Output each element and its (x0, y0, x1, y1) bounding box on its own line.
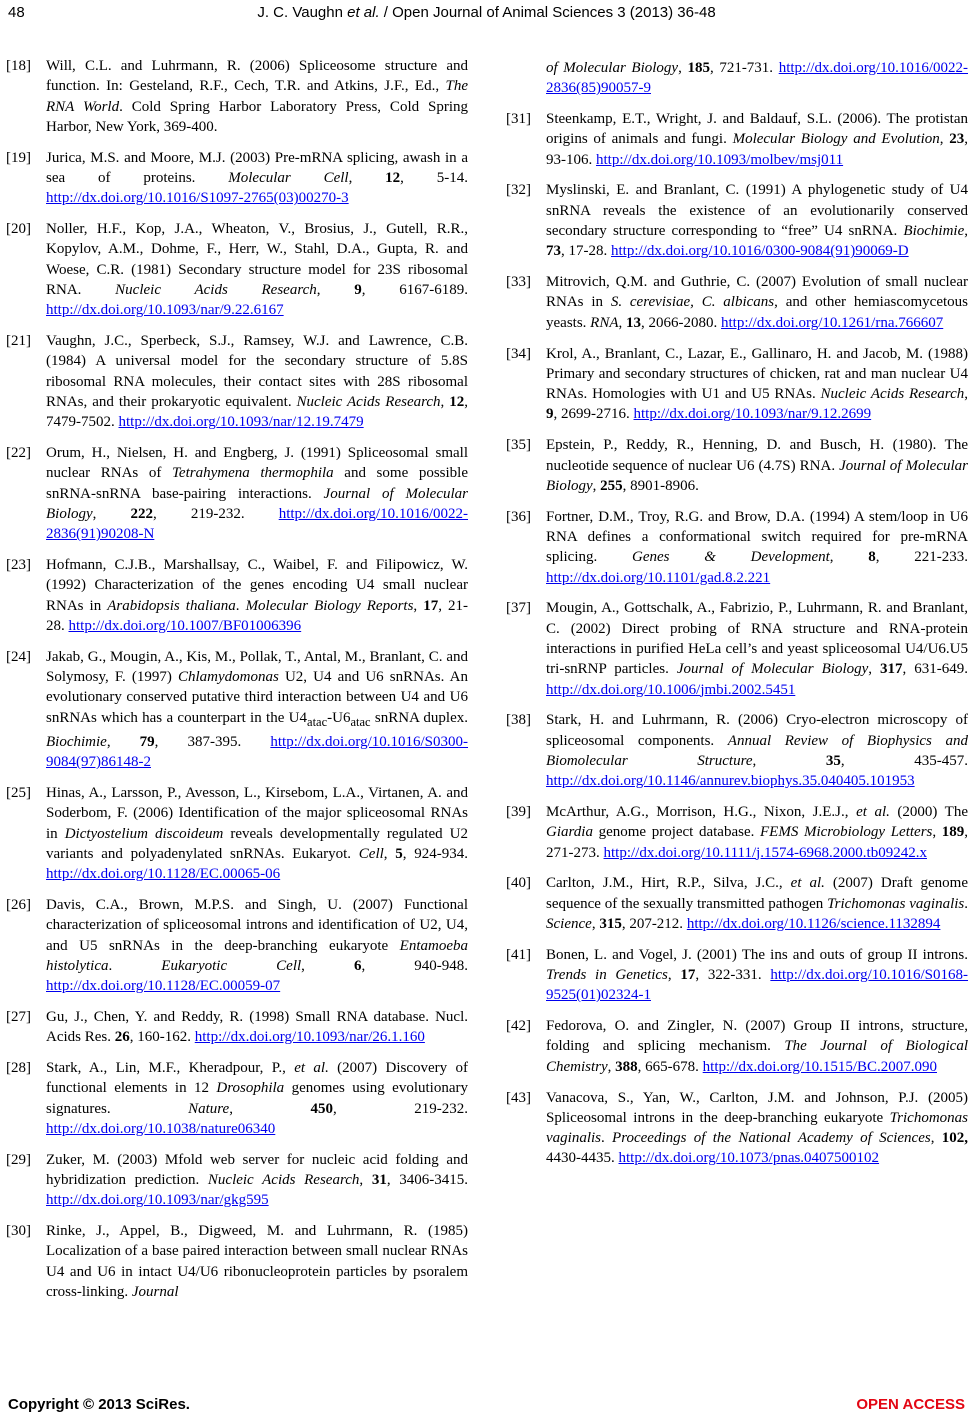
italic-text: Nucleic Acids Research (820, 386, 965, 403)
doi-link[interactable]: http://dx.doi.org/10.1073/pnas.0407500102 (618, 1150, 880, 1167)
italic-text: The RNA World (46, 78, 468, 115)
italic-text: et al. (294, 1060, 329, 1077)
italic-text: Cell (358, 845, 384, 862)
reference-number: [38] (506, 712, 531, 729)
citation-text: Krol, A., Branlant, C., Lazar, E., Gallinaro, H. and Jacob, M. (1988) Primary and secondary structures of chicken, rat and man nuclear U4 RNAs. Homologies with U1 and U5 RNAs. (546, 345, 968, 403)
italic-text: Biochimie (46, 733, 107, 750)
italic-text: Molecular Cell (228, 169, 349, 186)
italic-text: Journal of Molecular Biology (46, 485, 468, 522)
citation-text: Jakab, G., Mougin, A., Kis, M., Pollak, T., Antal, M., Branlant, C. and Solymosy, F. (1997) (46, 648, 468, 686)
citation-text: , 2699-2716. (553, 406, 634, 423)
citation-text: , 387-395. (154, 733, 271, 750)
reference-42 (506, 1016, 968, 1077)
citation-text: Davis, C.A., Brown, M.P.S. and Singh, U. (2007) Functional characterization of spliceosomal introns and identification of U2, U4, and U5 snRNAs in the deep-branching eukaryote (46, 896, 468, 954)
reference-29 (6, 1150, 468, 1211)
citation-text: . (601, 1130, 613, 1147)
italic-text: Nature (188, 1100, 230, 1117)
doi-link[interactable]: http://dx.doi.org/10.1016/S1097-2765(03)00270-3 (46, 190, 349, 207)
volume-number: 222 (130, 505, 153, 522)
doi-link[interactable]: http://dx.doi.org/10.1101/gad.8.2.221 (546, 569, 771, 586)
italic-text: Entamoeba histolytica (46, 937, 468, 974)
citation-text: (2007) Draft genome sequence of the sexually transmitted pathogen (546, 875, 969, 912)
citation-text: , 219-232. (332, 1100, 468, 1117)
italic-text: et al. (856, 804, 890, 820)
doi-link[interactable]: http://dx.doi.org/10.1111/j.1574-6968.2000.tb09242.x (603, 844, 927, 861)
reference-23 (6, 555, 468, 636)
citation-text: , (678, 60, 688, 76)
citation-text: , 207-212. (621, 915, 687, 932)
italic-text: Journal of Molecular Biology (676, 661, 869, 678)
reference-number: [41] (506, 946, 531, 963)
subscript-text: atac (350, 714, 371, 729)
citation-text: , (348, 169, 386, 186)
reference-number: [26] (6, 896, 31, 913)
italic-text: FEMS Microbiology Letters (760, 824, 933, 841)
doi-link[interactable]: http://dx.doi.org/10.1093/nar/12.19.7479 (118, 414, 364, 431)
citation-text: Vaughn, J.C., Sperbeck, S.J., Ramsey, W.J. and Lawrence, C.B. (1984) A universal model for the secondary structure of 5.8S ribosomal RNA molecules, their contact sites with 28S ribosomal RNAs, and their prokaryotic equivalent. (46, 333, 468, 410)
reference-number: [21] (6, 333, 31, 350)
italic-text: of Molecular Biology (546, 60, 679, 76)
reference-34 (506, 344, 968, 425)
citation-text: Noller, H.F., Kop, J.A., Wheaton, V., Brosius, J., Gutell, R.R., Kopylov, A.M., Dohme, F., Herr, W., Stahl, D.A., Gupta, R. and Woese, C.R. (1981) Secondary structure model for 23S ribosomal RNA. (46, 221, 468, 298)
subscript-text: atac (307, 714, 328, 729)
citation-text: , 7479-7502. (46, 393, 468, 431)
doi-link[interactable]: http://dx.doi.org/10.1128/EC.00059-07 (46, 978, 281, 995)
italic-text: Annual Review of Biophysics and Biomolecular Structure (546, 732, 969, 769)
reference-30 (6, 1221, 468, 1302)
reference-24 (6, 647, 468, 773)
citation-text: , 221-233. (875, 549, 969, 566)
copyright-notice: Copyright © 2013 SciRes. (8, 1396, 190, 1413)
reference-27 (6, 1007, 468, 1048)
reference-text (46, 1150, 468, 1211)
citation-text: , (440, 393, 450, 410)
citation-text: , (618, 314, 627, 331)
doi-link[interactable]: http://dx.doi.org/10.1016/0300-9084(91)90069-D (611, 243, 909, 260)
citation-text: , 160-162. (129, 1029, 195, 1046)
reference-28 (6, 1058, 468, 1139)
citation-text: Bonen, L. and Vogel, J. (2001) The ins and outs of group II introns. (546, 946, 968, 963)
citation-text: Hinas, A., Larsson, P., Avesson, L., Kirsebom, L.A., Virtanen, A. and Soderbom, F. (2006) Identification of the major spliceosomal RNAs in (46, 785, 468, 842)
reference-25 (6, 783, 468, 884)
citation-text: , (591, 915, 600, 932)
volume-number: 13 (626, 314, 642, 331)
doi-link[interactable]: http://dx.doi.org/10.1007/BF01006396 (68, 617, 302, 634)
citation-text: , 665-678. (637, 1058, 703, 1075)
reference-text (546, 507, 968, 588)
reference-30-continued (546, 58, 968, 99)
volume-number: 12 (449, 393, 465, 410)
doi-link[interactable]: http://dx.doi.org/10.1128/EC.00065-06 (46, 866, 281, 883)
citation-text: , and other hemiascomycetous yeasts. (546, 294, 968, 331)
citation-text: 4430-4435. (546, 1150, 619, 1167)
citation-text: , (868, 661, 881, 678)
citation-text: , (939, 131, 950, 148)
citation-text: , (106, 733, 140, 750)
italic-text: et al. (790, 875, 825, 892)
citation-text: Carlton, J.M., Hirt, R.P., Silva, J.C., (546, 875, 791, 892)
reference-37 (506, 598, 968, 699)
citation-text: , (752, 752, 826, 769)
citation-text: , 322-331. (695, 967, 771, 984)
italic-text: Science (546, 915, 592, 932)
volume-number: 17 (680, 967, 696, 984)
italic-text: RNA (590, 314, 619, 331)
reference-number: [34] (506, 345, 531, 362)
citation-text: , (92, 505, 131, 522)
italic-text: Nucleic Acids Research (115, 281, 317, 298)
reference-text (46, 783, 468, 884)
volume-number: 388 (615, 1058, 638, 1075)
reference-43 (506, 1088, 968, 1169)
doi-link[interactable]: http://dx.doi.org/10.1093/nar/9.22.6167 (46, 302, 284, 319)
citation-text: , 6167-6189. (361, 281, 469, 298)
citation-text: , 2066-2080. (641, 314, 722, 331)
reference-35 (506, 435, 968, 496)
running-header (0, 4, 973, 21)
reference-number: [28] (6, 1060, 31, 1077)
reference-number: [39] (506, 804, 531, 820)
volume-number: 185 (687, 60, 710, 76)
italic-text: Biochimie (903, 223, 965, 240)
reference-39 (506, 802, 968, 863)
citation-text: Myslinski, E. and Branlant, C. (1991) A phylogenetic study of U4 snRNA reveals the existence of an evolutionarily conserved secondary structure corresponding to “free” U4 snRNA. (546, 182, 968, 240)
italic-text: Trends in Genetics (546, 967, 668, 984)
italic-text: Trichomonas vaginalis (546, 1109, 968, 1147)
citation-text: , (316, 281, 355, 298)
citation-text: Vanacova, S., Yan, W., Carlton, J.M. and Johnson, P.J. (2005) Spliceosomal introns in the deep-branching eukaryote (546, 1089, 968, 1126)
citation-text: Steenkamp, E.T., Wright, J. and Baldauf, S.L. (2006). The protistan origins of animals and fungi. (546, 111, 968, 148)
reference-text (46, 219, 468, 320)
italic-text: Molecular Biology Reports (245, 597, 414, 614)
reference-26 (6, 895, 468, 996)
volume-number: 317 (880, 661, 903, 678)
citation-text: , (592, 477, 601, 494)
reference-text (546, 1016, 968, 1077)
citation-text: Fedorova, O. and Zingler, N. (2007) Group II introns, structure, folding and splicing mechanism. (546, 1018, 968, 1055)
citation-text: , (964, 223, 968, 240)
italic-text: Giardia (546, 824, 593, 841)
reference-text (546, 435, 968, 496)
citation-text: Stark, A., Lin, M.F., Kheradpour, P., (46, 1060, 295, 1077)
reference-number: [42] (506, 1018, 531, 1035)
volume-number: 255 (600, 477, 623, 494)
citation-text: , 924-934. (402, 845, 468, 862)
citation-text: , (964, 386, 968, 403)
doi-link[interactable]: http://dx.doi.org/10.1126/science.1132894 (686, 915, 941, 932)
volume-number: 31 (371, 1172, 387, 1189)
citation-text: , 21-28. (46, 597, 468, 634)
italic-text: Chlamydomonas (178, 669, 279, 686)
reference-text (46, 443, 468, 544)
reference-20 (6, 219, 468, 320)
volume-number: 26 (114, 1029, 130, 1046)
citation-text: , 3406-3415. (386, 1172, 469, 1189)
reference-number: [29] (6, 1151, 31, 1168)
citation-text: McArthur, A.G., Morrison, H.G., Nixon, J.E.J., (546, 804, 857, 820)
volume-number: 12 (385, 169, 401, 186)
citation-text: and some possible snRNA-snRNA base-pairing interactions. (46, 465, 468, 502)
doi-link[interactable]: http://dx.doi.org/10.1093/nar/26.1.160 (194, 1029, 425, 1046)
volume-number: 189 (941, 824, 965, 841)
reference-text (546, 873, 968, 934)
reference-text (46, 148, 468, 209)
citation-text: Rinke, J., Appel, B., Digweed, M. and Luhrmann, R. (1985) Localization of a base paired interaction between small nuclear RNAs U4 and U6 in intact U4/U6 ribonucleoprotein particles by psoralem cross-linking. (46, 1223, 468, 1301)
citation-text: -U6 (327, 709, 351, 726)
citation-text: , (229, 1100, 311, 1117)
italic-text: Journal (131, 1284, 179, 1301)
italic-text: Trichomonas vaginalis (827, 895, 965, 912)
reference-text (46, 1058, 468, 1139)
citation-text: . (108, 957, 162, 974)
reference-text (546, 802, 968, 863)
doi-link[interactable]: http://dx.doi.org/10.1093/nar/9.12.2699 (633, 406, 872, 423)
reference-number: [19] (6, 149, 31, 166)
volume-number: 8 (868, 549, 876, 566)
citation-text: , (413, 597, 424, 614)
running-title-journal: / Open Journal of Animal Sciences 3 (2013) 36-48 (379, 4, 716, 21)
reference-number: [24] (6, 648, 31, 665)
citation-text: , 271-273. (546, 824, 969, 861)
citation-text: , 5-14. (400, 169, 469, 186)
reference-text (46, 895, 468, 996)
citation-text: Jurica, M.S. and Moore, M.J. (2003) Pre-mRNA splicing, awash in a sea of proteins. (46, 149, 468, 186)
reference-text (46, 1007, 468, 1048)
volume-number: 9 (354, 281, 362, 298)
citation-text: , (383, 845, 396, 862)
reference-text (546, 109, 968, 170)
citation-text: , (932, 824, 942, 841)
doi-link[interactable]: http://dx.doi.org/10.1146/annurev.biophys.35.040405.101953 (546, 773, 915, 790)
reference-number: [31] (506, 111, 531, 128)
italic-text: Dictyostelium discoideum (64, 825, 224, 842)
citation-text: Hofmann, C.J.B., Marshallsay, C., Waibel, F. and Filipowicz, W. (1992) Characterization of the genes encoding U4 small nuclear RNAs in (46, 557, 468, 614)
doi-link[interactable]: http://dx.doi.org/10.1515/BC.2007.090 (702, 1058, 937, 1075)
reference-number: [33] (506, 274, 531, 291)
reference-text (546, 58, 968, 99)
citation-text: snRNA duplex. (370, 709, 468, 726)
doi-link[interactable]: http://dx.doi.org/10.1016/0022-2836(91)90208-N (46, 505, 468, 543)
citation-text: , 721-731. (709, 60, 779, 76)
italic-text: Molecular Biology and Evolution (732, 131, 940, 148)
reference-text (46, 56, 468, 137)
reference-number: [37] (506, 600, 531, 617)
reference-number: [35] (506, 437, 531, 454)
doi-link[interactable]: http://dx.doi.org/10.1016/0022-2836(85)90057-9 (546, 60, 968, 97)
volume-number: 23 (949, 131, 965, 148)
reference-text (546, 710, 968, 791)
reference-number: [18] (6, 58, 31, 74)
doi-link[interactable]: http://dx.doi.org/10.1093/molbev/msj011 (596, 151, 844, 168)
references-left-column (6, 56, 468, 1313)
reference-40 (506, 873, 968, 934)
running-title-authors: J. C. Vaughn (257, 4, 348, 21)
volume-number: 315 (599, 915, 622, 932)
volume-number: 79 (139, 733, 155, 750)
volume-number: 17 (423, 597, 439, 614)
page-number: 48 (8, 4, 25, 21)
citation-text: , 940-948. (361, 957, 468, 974)
citation-text: reveals developmentally regulated U2 variants and polyadenylated snRNAs. Eukaryot. (46, 825, 468, 862)
reference-18 (6, 56, 468, 137)
citation-text: , 8901-8906. (622, 477, 699, 494)
citation-text: Gu, J., Chen, Y. and Reddy, R. (1998) Small RNA database. Nucl. Acids Res. (46, 1008, 468, 1046)
reference-number: [36] (506, 508, 531, 525)
references-right-column (506, 58, 968, 1179)
citation-text: , (667, 967, 681, 984)
doi-link[interactable]: http://dx.doi.org/10.1093/nar/gkg595 (46, 1192, 269, 1209)
citation-text: , 17-28. (561, 243, 611, 260)
citation-text: . (964, 895, 968, 912)
reference-number: [40] (506, 875, 531, 892)
reference-text (46, 555, 468, 636)
doi-link[interactable]: http://dx.doi.org/10.1016/S0168-9525(01)02324-1 (546, 967, 969, 1004)
citation-text: , 631-649. (902, 661, 969, 678)
reference-number: [27] (6, 1008, 31, 1025)
reference-31 (506, 109, 968, 170)
citation-text: Fortner, D.M., Troy, R.G. and Brow, D.A. (1994) A stem/loop in U6 RNA defines a conformational switch required for pre-mRNA splicing. (546, 508, 968, 566)
citation-text: . (235, 597, 246, 614)
reference-text (546, 180, 968, 261)
citation-text: genomes using evolutionary signatures. (46, 1080, 468, 1117)
citation-text: Orum, H., Nielsen, H. and Engberg, J. (1991) Spliceosomal small nuclear RNAs of (46, 445, 468, 482)
reference-33 (506, 272, 968, 333)
volume-number: 35 (825, 752, 841, 769)
volume-number: 102, (941, 1130, 969, 1147)
reference-text (546, 344, 968, 425)
italic-text: Nucleic Acids Research (207, 1172, 360, 1189)
citation-text: , (607, 1058, 616, 1075)
reference-41 (506, 945, 968, 1006)
citation-text: Zuker, M. (2003) Mfold web server for nucleic acid folding and hybridization prediction. (46, 1151, 468, 1189)
italic-text: Proceedings of the National Academy of Sciences (612, 1130, 931, 1147)
reference-text (546, 1088, 968, 1169)
reference-21 (6, 331, 468, 432)
reference-38 (506, 710, 968, 791)
reference-text (546, 598, 968, 699)
reference-text (546, 945, 968, 1006)
citation-text: , 219-232. (153, 505, 279, 522)
reference-19 (6, 148, 468, 209)
volume-number: 6 (353, 957, 362, 974)
citation-text: U2, U4 and U6 snRNAs. An evolutionary conserved putative third interaction between U4 and U6 snRNAs which has a counterpart in the U4 (46, 669, 468, 726)
reference-number: [32] (506, 182, 531, 199)
reference-number: [30] (6, 1223, 31, 1240)
citation-text: . Cold Spring Harbor Laboratory Press, Cold Spring Harbor, New York, 369-400. (46, 98, 469, 135)
doi-link[interactable]: http://dx.doi.org/10.1261/rna.766607 (721, 314, 944, 331)
doi-link[interactable]: http://dx.doi.org/10.1006/jmbi.2002.5451 (546, 681, 796, 698)
italic-text: Eukaryotic Cell (161, 957, 302, 974)
reference-text (46, 1221, 468, 1302)
reference-number: [43] (506, 1089, 531, 1106)
reference-22 (6, 443, 468, 544)
citation-text: (2000) The (889, 804, 969, 820)
citation-text: , (301, 957, 354, 974)
citation-text: Mitrovich, Q.M. and Guthrie, C. (2007) Evolution of small nuclear RNAs in (546, 274, 968, 311)
reference-text (46, 331, 468, 432)
italic-text: S. cerevisiae, C. albicans (610, 294, 775, 311)
volume-number: 9 (546, 406, 554, 423)
volume-number: 450 (310, 1100, 333, 1117)
citation-text: , 93-106. (546, 131, 969, 168)
citation-text: Mougin, A., Gottschalk, A., Fabrizio, P., Luhrmann, R. and Branlant, C. (2002) Direct probing of RNA structure and RNA-protein interactions in purified HeLa cell’s and yeast spliceosomal U4/U6.U5 tri-snRNP particles. (546, 600, 968, 678)
italic-text: Drosophila (216, 1080, 285, 1097)
citation-text: Epstein, P., Reddy, R., Henning, D. and Busch, H. (1980). The nucleotide sequence of nuclear U6 (4.7S) RNA. (546, 437, 968, 474)
italic-text: Journal of Molecular Biology (546, 457, 968, 494)
italic-text: Arabidopsis thaliana (107, 597, 236, 614)
reference-number: [22] (6, 445, 31, 462)
reference-text (546, 272, 968, 333)
reference-number: [20] (6, 221, 31, 238)
volume-number: 5 (395, 845, 403, 862)
reference-36 (506, 507, 968, 588)
reference-number: [25] (6, 785, 31, 801)
italic-text: Genes & Development (632, 549, 830, 566)
reference-number: [23] (6, 557, 31, 574)
running-title-etal: et al. (347, 4, 380, 21)
italic-text: Tetrahymena thermophila (171, 465, 334, 482)
reference-32 (506, 180, 968, 261)
citation-text: genome project database. (592, 824, 761, 841)
citation-text: , (359, 1172, 372, 1189)
italic-text: Nucleic Acids Research (296, 393, 441, 410)
citation-text: Will, C.L. and Luhrmann, R. (2006) Spliceosome structure and function. In: Gesteland, R.F., Cech, T.R. and Atkins, J.F., Ed., (46, 58, 468, 95)
citation-text: , 435-457. (840, 752, 968, 769)
citation-text: (2007) Discovery of functional elements in 12 (46, 1060, 468, 1097)
citation-text: , (930, 1130, 942, 1147)
reference-text (46, 647, 468, 773)
doi-link[interactable]: http://dx.doi.org/10.1016/S0300-9084(97)86148-2 (46, 733, 469, 771)
volume-number: 73 (546, 243, 561, 260)
italic-text: The Journal of Biological Chemistry (546, 1038, 968, 1075)
citation-text: Stark, H. and Luhrmann, R. (2006) Cryo-electron microscopy of spliceosomal components. (546, 712, 968, 749)
open-access-label: OPEN ACCESS (856, 1396, 965, 1413)
doi-link[interactable]: http://dx.doi.org/10.1038/nature06340 (46, 1120, 276, 1137)
citation-text: , (829, 549, 869, 566)
